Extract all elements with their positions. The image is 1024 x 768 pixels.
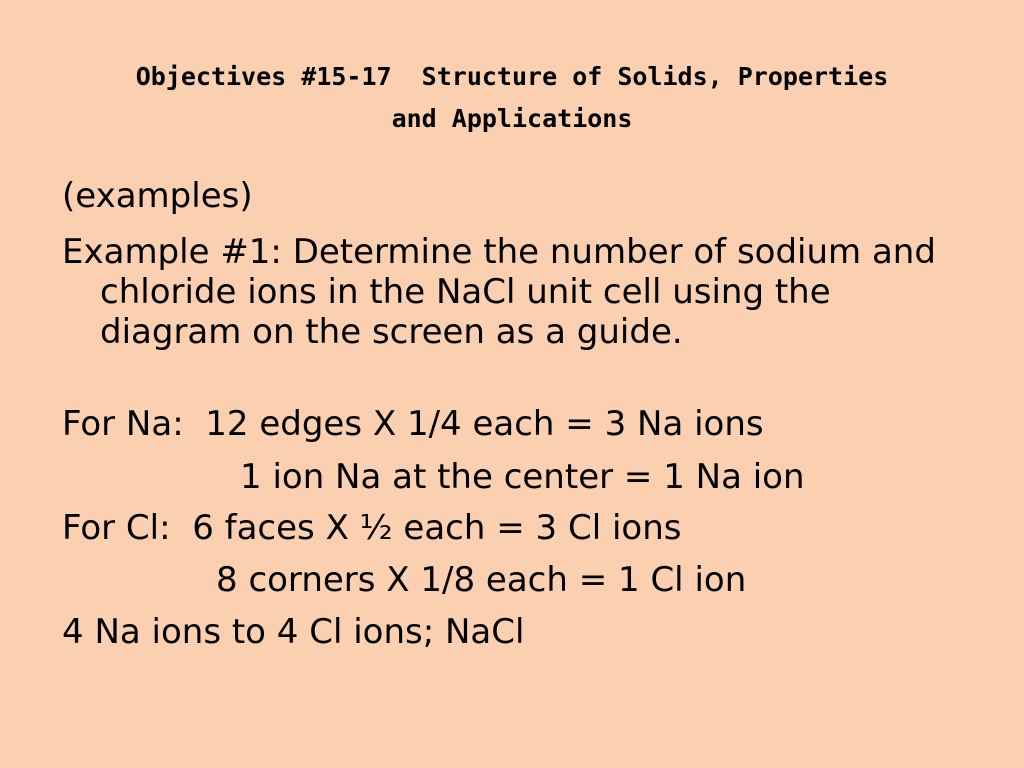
examples-label: (examples): [62, 176, 253, 216]
na-calculation-line-1: For Na: 12 edges X 1/4 each = 3 Na ions: [62, 404, 764, 444]
na-calculation-line-2: 1 ion Na at the center = 1 Na ion: [240, 457, 805, 497]
cl-calculation-line-1: For Cl: 6 faces X ½ each = 3 Cl ions: [62, 508, 682, 548]
slide-title: [40, 56, 984, 140]
cl-calculation-line-2: 8 corners X 1/8 each = 1 Cl ion: [216, 560, 747, 600]
title-line-2: and Applications: [391, 104, 633, 133]
conclusion-text: 4 Na ions to 4 Cl ions; NaCl: [62, 612, 525, 652]
example-1-text: Example #1: Determine the number of sodium and chloride ions in the NaCl unit cell using the diagram on the screen as a guide.: [62, 232, 936, 352]
title-line-1: Objectives #15-17 Structure of Solids, Properties: [135, 62, 889, 91]
